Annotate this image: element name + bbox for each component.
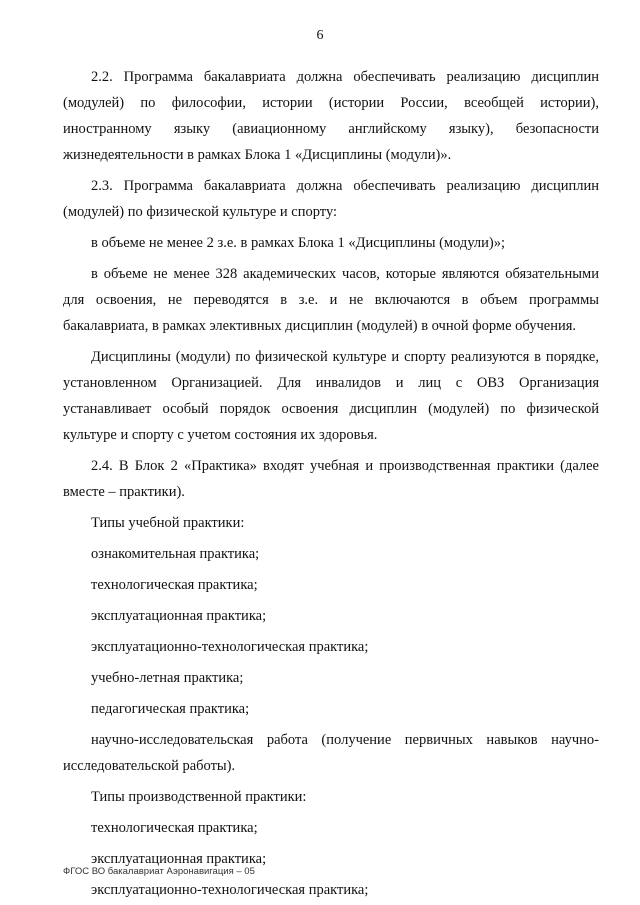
- list-item: эксплуатационно-технологическая практика;: [91, 639, 369, 655]
- production-practice-list: [63, 815, 599, 903]
- list-item: технологическая практика;: [91, 577, 258, 593]
- list-item: эксплуатационная практика;: [91, 851, 267, 867]
- production-practice-heading: Типы производственной практики:: [91, 789, 307, 805]
- educational-practice-list: [63, 541, 599, 779]
- paragraph-2-3: 2.3. Программа бакалавриата должна обеспечивать реализацию дисциплин (модулей) по физической культуре и спорту:: [63, 178, 599, 220]
- list-item-research: научно-исследовательская работа (получение первичных навыков научно-исследовательской работы).: [63, 732, 599, 774]
- list-item: учебно-летная практика;: [91, 670, 244, 686]
- list-item: эксплуатационная практика;: [91, 608, 267, 624]
- list-item: педагогическая практика;: [91, 701, 250, 717]
- list-item: технологическая практика;: [91, 820, 258, 836]
- page-number: 6: [316, 28, 324, 43]
- paragraph-2-4: 2.4. В Блок 2 «Практика» входят учебная и производственная практики (далее вместе – практики).: [63, 458, 599, 500]
- page-footer: ФГОС ВО бакалавриат Аэронавигация – 05: [63, 866, 255, 877]
- document-body: [63, 64, 599, 903]
- paragraph-pe-disciplines: Дисциплины (модули) по физической культуре и спорту реализуются в порядке, установленном Организацией. Для инвалидов и лиц с ОВЗ Организация устанавливает особый порядок освоения дисциплин (модулей) по физической культуре и спорту с учетом состояния их здоровья.: [63, 349, 599, 443]
- paragraph-2-2: 2.2. Программа бакалавриата должна обеспечивать реализацию дисциплин (модулей) по философии, истории (истории России, всеобщей истории), иностранному языку (авиационному английскому языку), безопасности жизнедеятельности в рамках Блока 1 «Дисциплины (модули)».: [63, 69, 599, 163]
- paragraph-volume-ze: в объеме не менее 2 з.е. в рамках Блока 1 «Дисциплины (модули)»;: [91, 235, 506, 251]
- list-item: эксплуатационно-технологическая практика;: [91, 882, 369, 898]
- paragraph-volume-hours: в объеме не менее 328 академических часов, которые являются обязательными для освоения, не переводятся в з.е. и не включаются в объем программы бакалавриата, в рамках элективных дисциплин (модулей) в очной форме обучения.: [63, 266, 599, 334]
- educational-practice-heading: Типы учебной практики:: [91, 515, 245, 531]
- list-item: ознакомительная практика;: [91, 546, 260, 562]
